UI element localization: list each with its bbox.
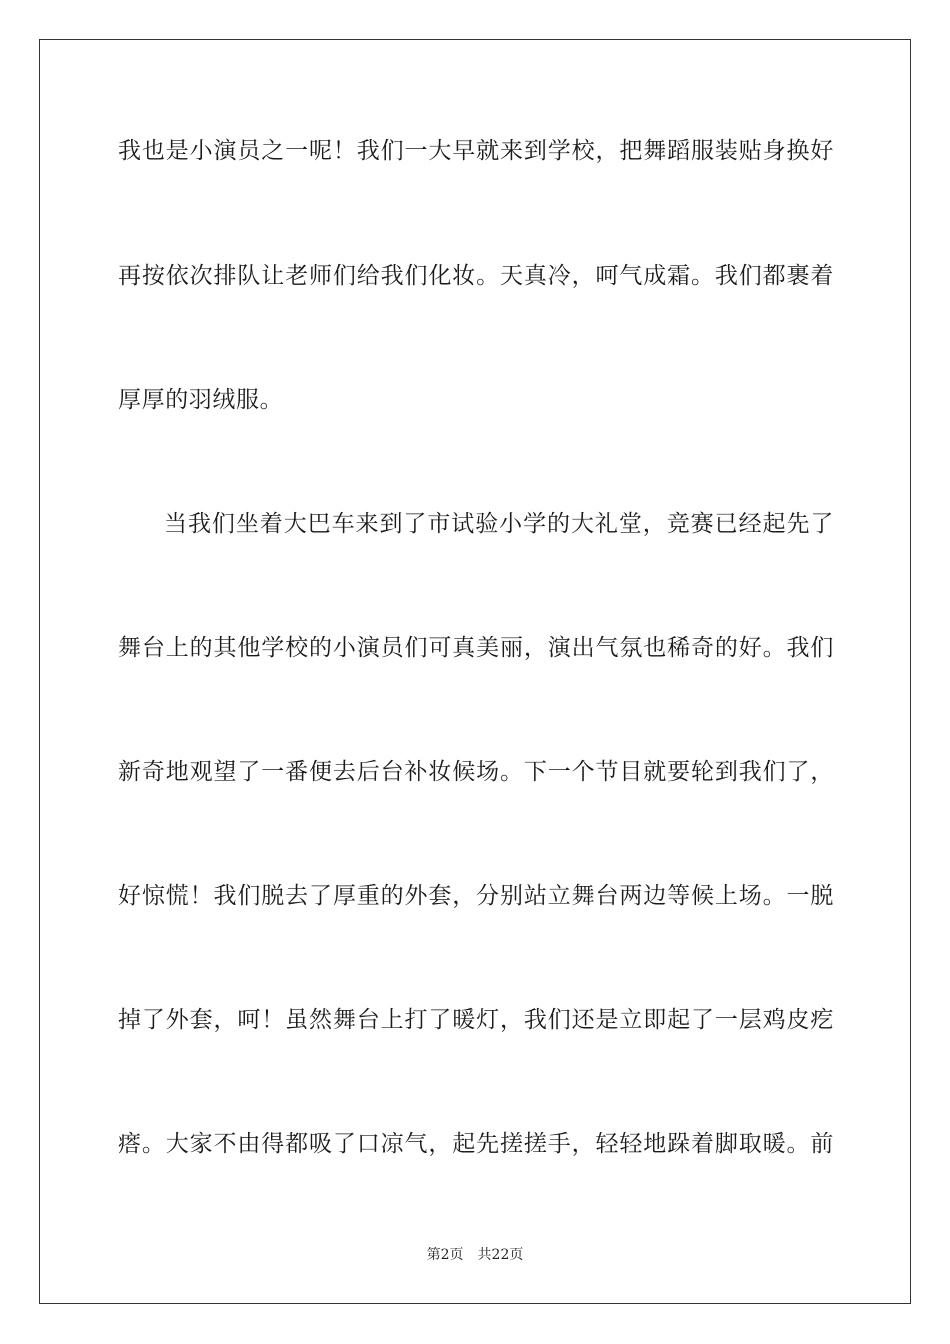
text-line: 瘩。大家不由得都吸了口凉气，起先搓搓手，轻轻地跺着脚取暖。前 xyxy=(118,1131,834,1157)
page-footer xyxy=(0,1246,950,1264)
text-line: 好惊慌！我们脱去了厚重的外套，分别站立舞台两边等候上场。一脱 xyxy=(118,883,834,909)
page-border xyxy=(39,39,911,1304)
text-line: 掉了外套，呵！虽然舞台上打了暖灯，我们还是立即起了一层鸡皮疙 xyxy=(118,1007,834,1033)
text-line: 厚厚的羽绒服。 xyxy=(118,387,284,413)
total-pages: 共22页 xyxy=(477,1247,524,1263)
text-line: 舞台上的其他学校的小演员们可真美丽，演出气氛也稀奇的好。我们 xyxy=(118,635,834,661)
text-line: 当我们坐着大巴车来到了市试验小学的大礼堂，竞赛已经起先了 xyxy=(164,511,834,537)
text-line: 我也是小演员之一呢！我们一大早就来到学校，把舞蹈服装贴身换好 xyxy=(118,138,834,164)
text-line: 再按依次排队让老师们给我们化妆。天真冷，呵气成霜。我们都裹着 xyxy=(118,263,834,289)
page-number: 第2页 xyxy=(426,1247,464,1263)
text-line: 新奇地观望了一番便去后台补妆候场。下一个节目就要轮到我们了， xyxy=(118,759,834,785)
